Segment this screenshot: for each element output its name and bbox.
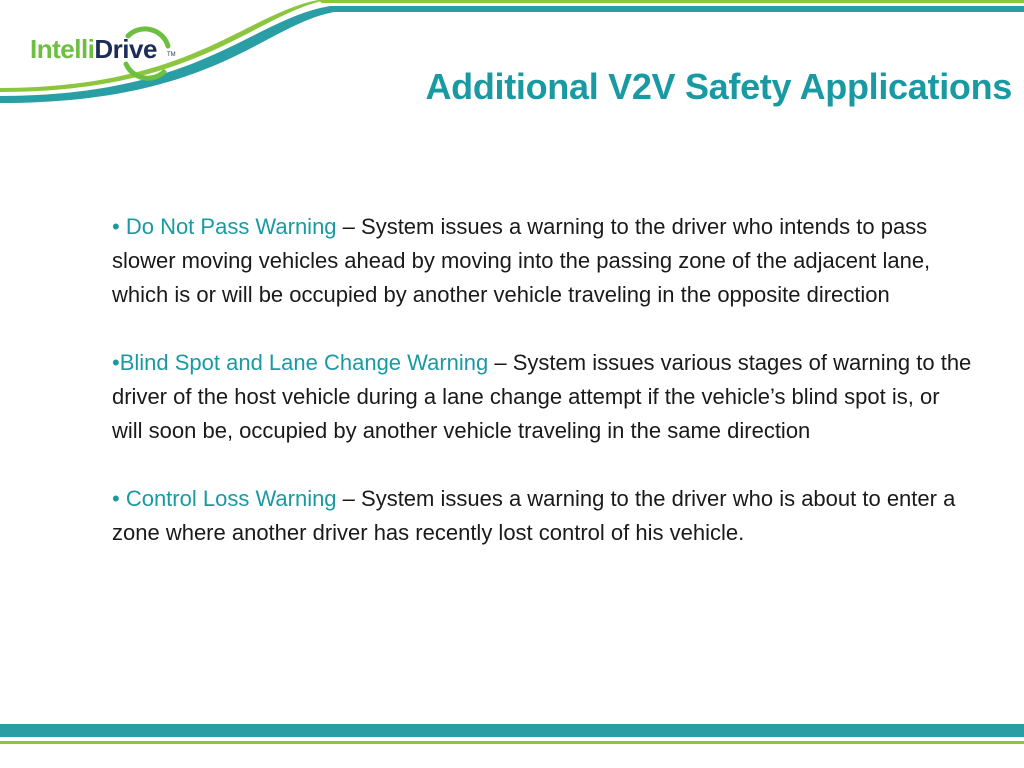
bullet-control-loss-warning	[112, 482, 972, 550]
bullet-marker: •	[112, 350, 120, 375]
intellidrive-logo	[30, 26, 180, 86]
bullet-description: System issues a warning to the driver who is about to enter a zone where another driver has recently lost control of his vehicle.	[112, 486, 956, 545]
bullet-separator: –	[488, 350, 513, 375]
slide-title: Additional V2V Safety Applications	[425, 66, 1012, 107]
bullet-description: System issues a warning to the driver who intends to pass slower moving vehicles ahead by moving into the passing zone of the adjacent lane, which is or will be occupied by another vehicle traveling in the opposite direction	[112, 214, 931, 307]
bullet-description: System issues various stages of warning to the driver of the host vehicle during a lane change attempt if the vehicle’s blind spot is, or will soon be, occupied by another vehicle traveling in the same direction	[112, 350, 972, 443]
bullet-term: Do Not Pass Warning	[125, 214, 337, 239]
footer-bar	[0, 724, 1024, 737]
footer-accent-line	[0, 741, 1024, 744]
bullet-separator: –	[336, 214, 362, 239]
header-top-green	[318, 0, 1024, 3]
logo-text-intelli: Intelli	[30, 34, 95, 64]
logo-text-drive: Drive	[94, 34, 157, 64]
bullet-term: Blind Spot and Lane Change Warning	[119, 350, 489, 375]
bullet-do-not-pass-warning	[112, 210, 972, 312]
bullet-term: Control Loss Warning	[125, 486, 337, 511]
bullet-marker: •	[112, 486, 126, 511]
bullet-marker: •	[112, 214, 126, 239]
logo-trademark: TM	[167, 52, 176, 58]
bullet-blind-spot-lane-change-warning	[112, 346, 972, 448]
logo-wordmark	[30, 34, 157, 65]
bullet-separator: –	[336, 486, 362, 511]
slide-body	[112, 210, 972, 584]
